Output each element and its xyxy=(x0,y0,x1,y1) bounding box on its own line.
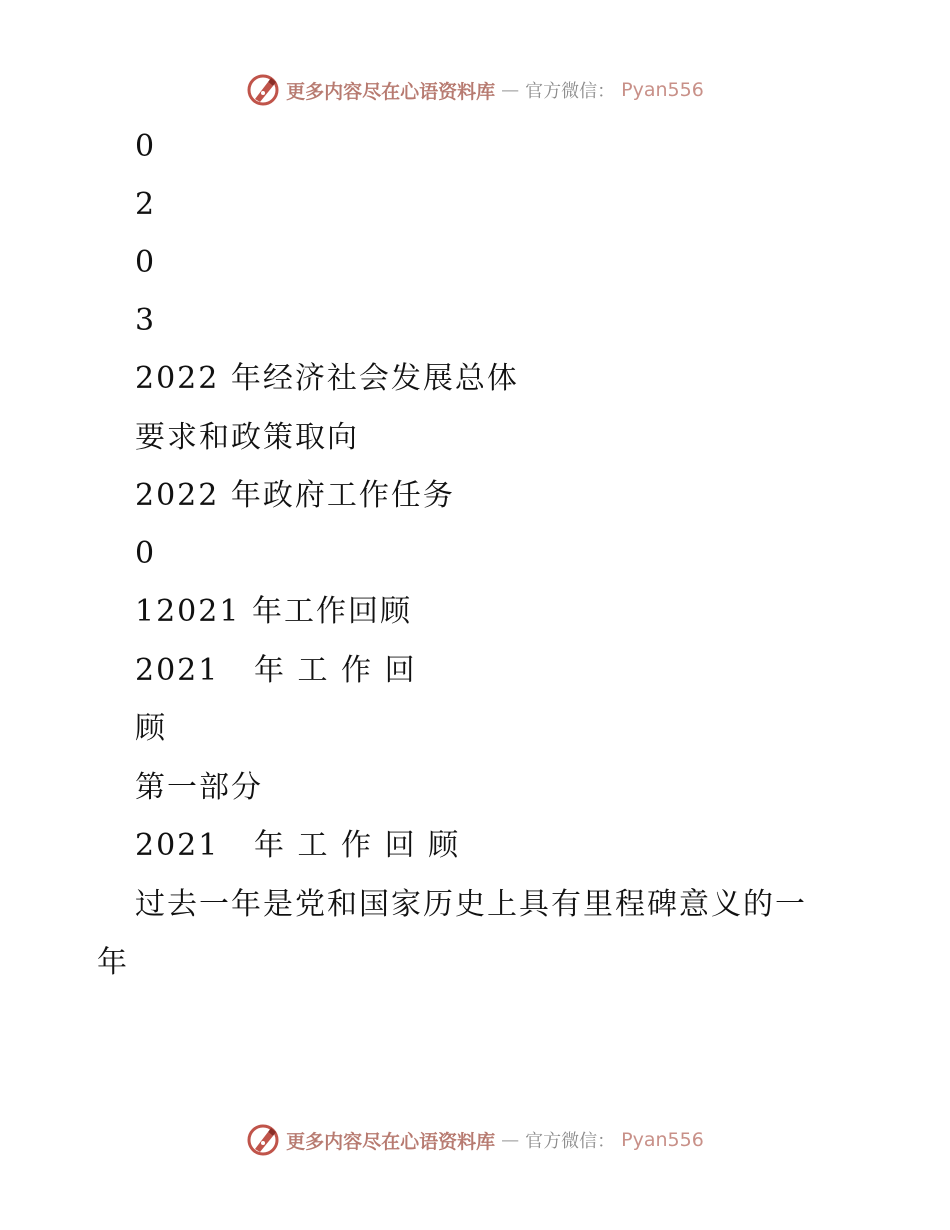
doc-line-1: 0 xyxy=(135,129,157,164)
doc-line-10: 2021 年 工 作 回 xyxy=(135,653,417,688)
footer-sub-text: 官方微信： xyxy=(525,1131,616,1152)
doc-line-6: 要求和政策取向 xyxy=(135,420,359,455)
pen-logo-icon xyxy=(246,1123,280,1157)
footer-dash: — xyxy=(501,1129,520,1151)
header-wechat-id: Pyan556 xyxy=(621,79,704,101)
header-banner xyxy=(0,70,950,110)
footer-brand-text: 更多内容尽在心语资料库 xyxy=(286,1130,496,1153)
doc-line-8: 0 xyxy=(135,536,157,571)
doc-line-13: 2021 年 工 作 回 顾 xyxy=(135,828,461,863)
doc-line-5: 2022 年经济社会发展总体 xyxy=(135,361,519,396)
doc-line-9: 12021 年工作回顾 xyxy=(135,594,412,629)
footer-wechat-id: Pyan556 xyxy=(621,1129,704,1151)
doc-line-7: 2022 年政府工作任务 xyxy=(135,478,455,513)
doc-line-15: 年 xyxy=(97,945,129,980)
header-brand-text: 更多内容尽在心语资料库 xyxy=(286,80,496,103)
header-dash: — xyxy=(501,79,520,101)
header-sub-text: 官方微信： xyxy=(525,81,616,102)
doc-line-3: 0 xyxy=(135,245,157,280)
doc-line-12: 第一部分 xyxy=(135,770,263,805)
doc-line-2: 2 xyxy=(135,187,157,222)
doc-line-11: 顾 xyxy=(135,711,167,746)
footer-banner xyxy=(0,1120,950,1160)
doc-line-14: 过去一年是党和国家历史上具有里程碑意义的一 xyxy=(135,887,807,922)
doc-line-4: 3 xyxy=(135,303,157,338)
pen-logo-icon xyxy=(246,73,280,107)
